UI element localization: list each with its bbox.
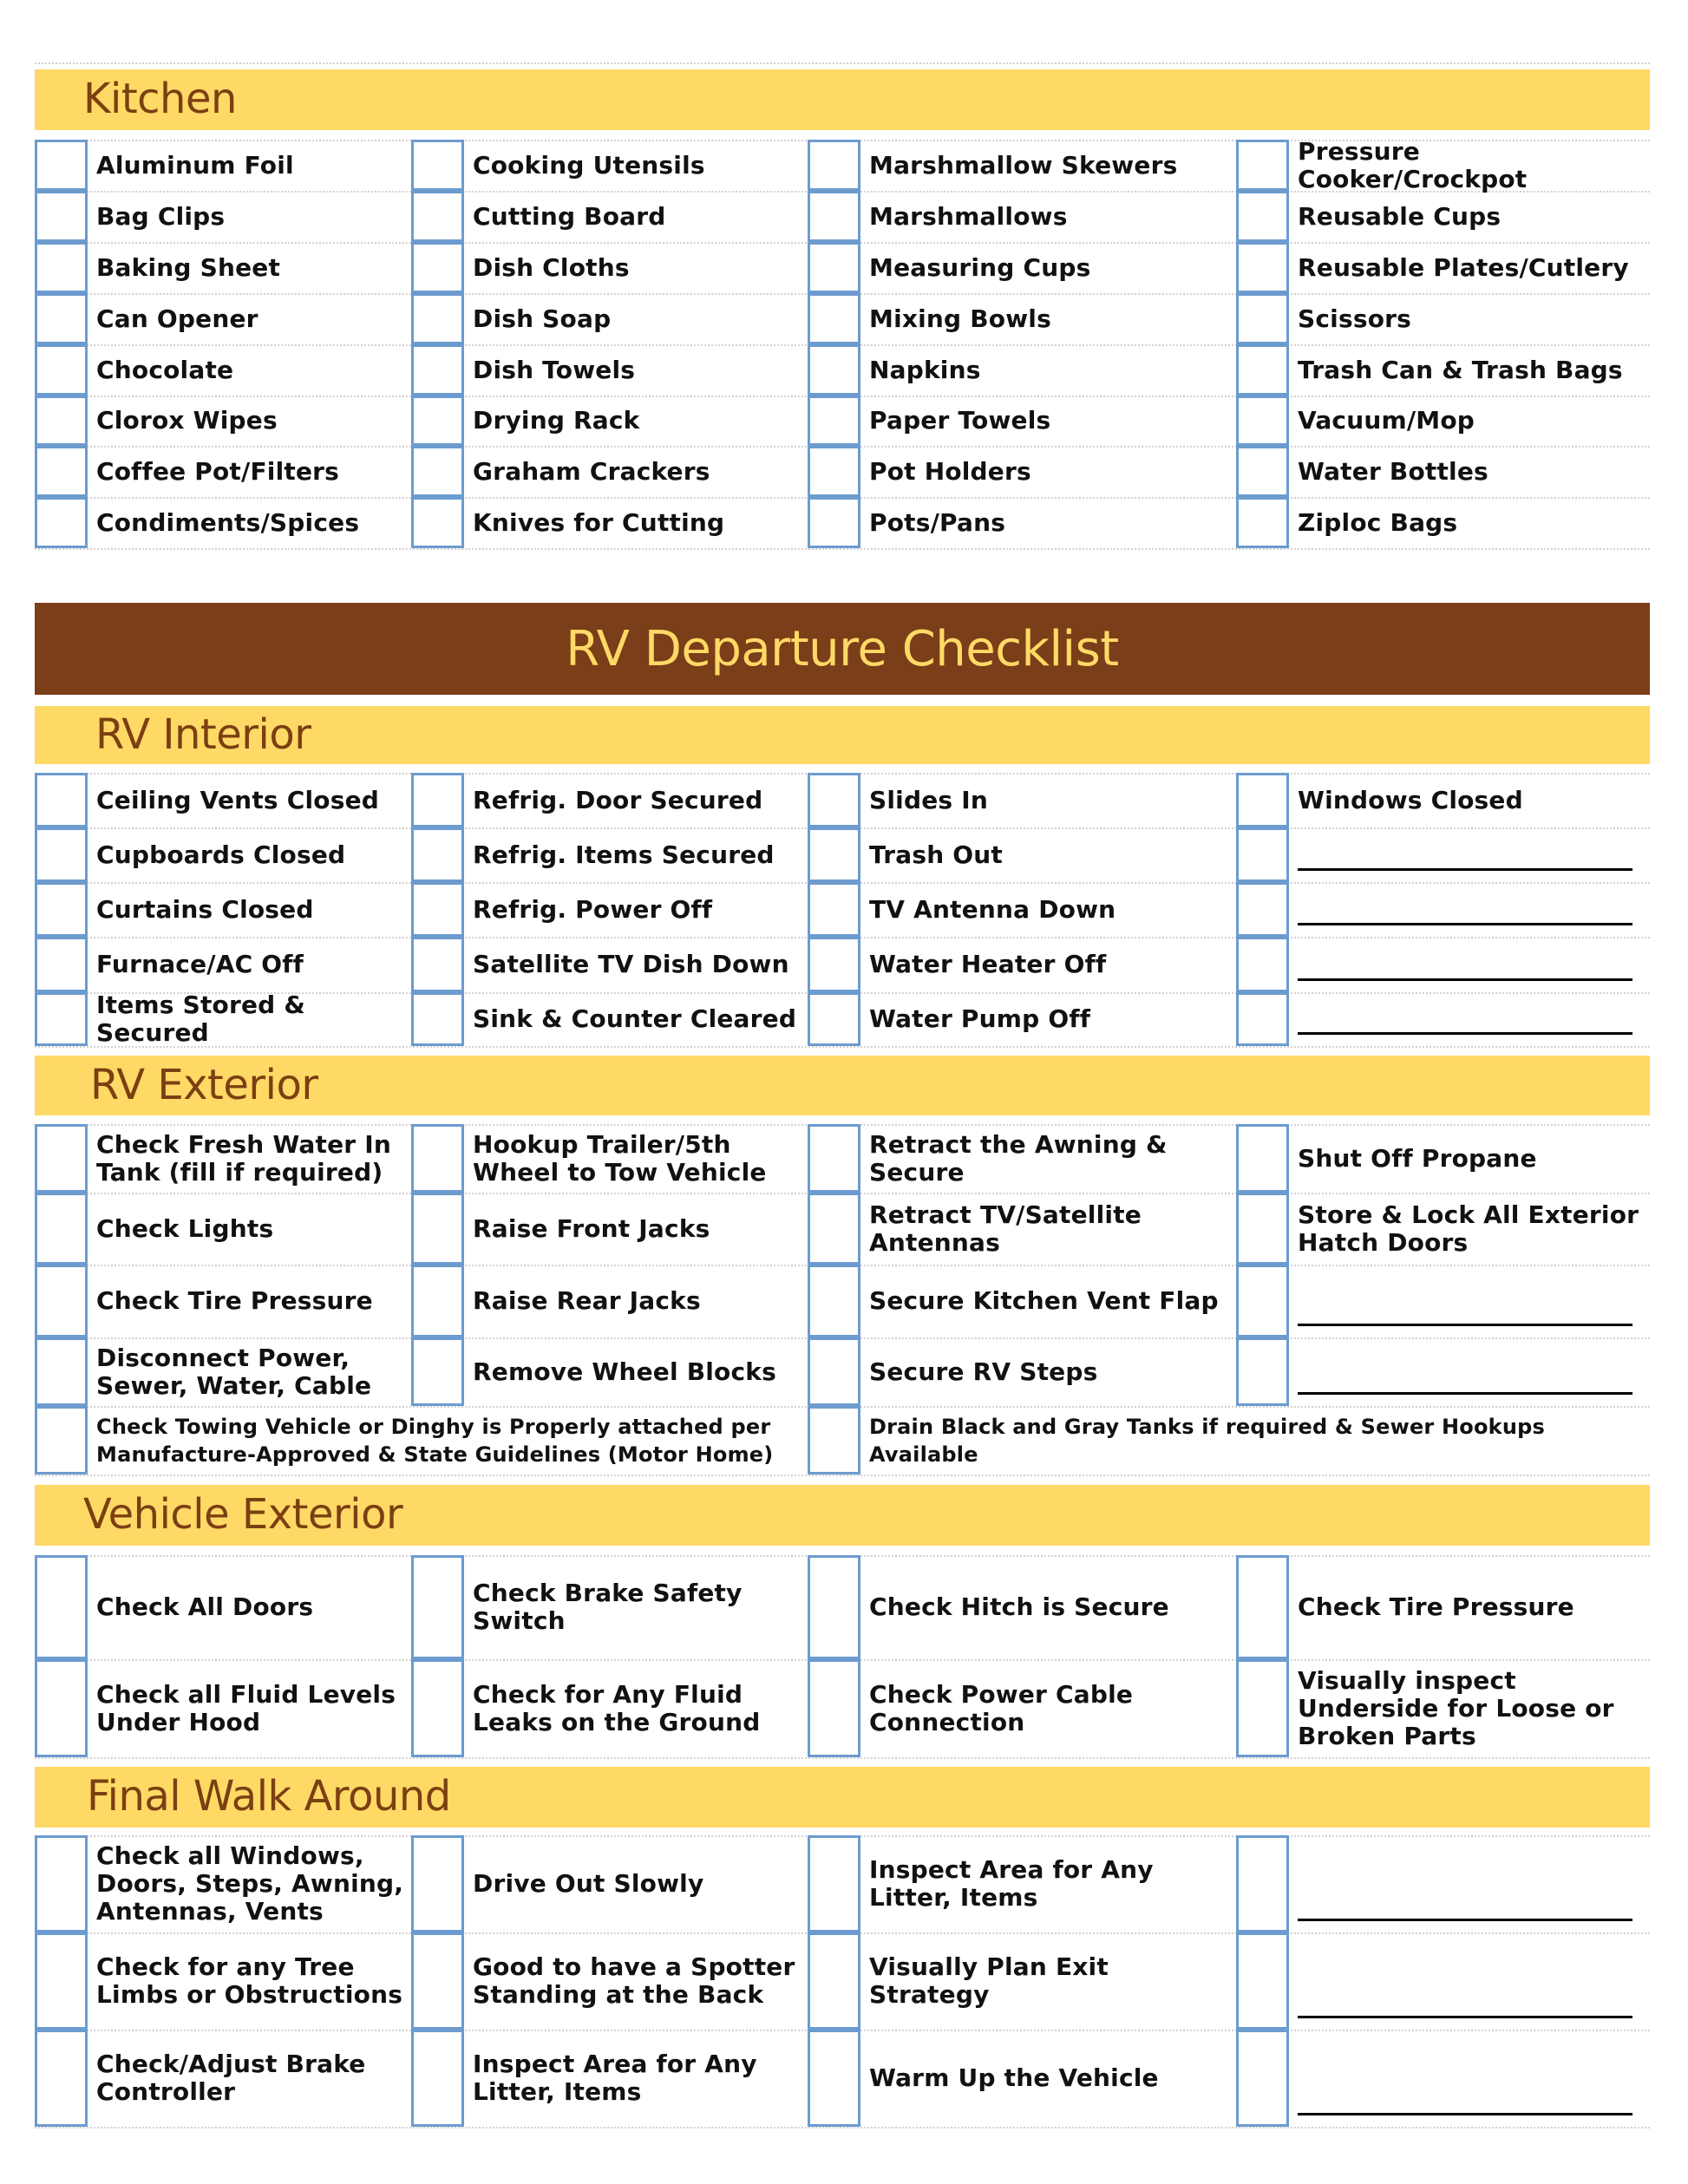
- checklist-item-label: Check Hitch is Secure: [869, 1592, 1169, 1621]
- top-divider: [35, 62, 1650, 64]
- checkbox[interactable]: [808, 396, 860, 446]
- checklist-item-label: Shut Off Propane: [1298, 1143, 1537, 1173]
- checkbox[interactable]: [808, 293, 860, 344]
- checkbox[interactable]: [808, 1193, 860, 1265]
- checklist-item-label: Ziploc Bags: [1298, 507, 1458, 537]
- checklist-item-label: Clorox Wipes: [96, 406, 278, 435]
- write-in-line[interactable]: [1298, 2016, 1632, 2018]
- checkbox[interactable]: [35, 992, 88, 1046]
- checklist-item-label: Bag Clips: [96, 201, 226, 231]
- checklist-item-label: Reusable Cups: [1298, 201, 1502, 231]
- checkbox[interactable]: [808, 140, 860, 191]
- checkbox[interactable]: [35, 446, 88, 497]
- checkbox[interactable]: [411, 497, 464, 548]
- checklist-item-label: Trash Can & Trash Bags: [1298, 355, 1623, 384]
- checklist-item-label: Pots/Pans: [869, 507, 1006, 537]
- checklist-item-label: Check all Fluid Levels Under Hood: [96, 1679, 396, 1736]
- checklist-item-label: Raise Rear Jacks: [473, 1286, 701, 1315]
- checklist-item-label: Pot Holders: [869, 456, 1031, 486]
- checklist-item-label: Marshmallows: [869, 201, 1068, 231]
- checklist-item-label: Pressure Cooker/Crockpot: [1298, 136, 1528, 193]
- checklist-item-label: Disconnect Power, Sewer, Water, Cable: [96, 1343, 372, 1400]
- checklist-item-label: Cupboards Closed: [96, 840, 346, 869]
- checklist-item-label: Curtains Closed: [96, 894, 314, 924]
- checklist-item-label: Check Lights: [96, 1213, 274, 1243]
- checklist-item-label: Paper Towels: [869, 406, 1051, 435]
- write-in-line[interactable]: [1298, 1324, 1632, 1326]
- checkbox[interactable]: [1236, 1337, 1289, 1406]
- checkbox[interactable]: [1236, 1835, 1289, 1932]
- checkbox[interactable]: [411, 1337, 464, 1406]
- checkbox[interactable]: [808, 2030, 860, 2127]
- checkbox[interactable]: [411, 992, 464, 1046]
- checklist-item-label: Secure Kitchen Vent Flap: [869, 1286, 1219, 1315]
- checkbox[interactable]: [35, 1124, 88, 1193]
- checklist-item-label: Water Pump Off: [869, 1004, 1091, 1033]
- section-header-kitchen: [35, 69, 1650, 130]
- checkbox[interactable]: [411, 191, 464, 242]
- checklist-item-label: Hookup Trailer/5th Wheel to Tow Vehicle: [473, 1129, 767, 1187]
- checklist-item-label: Visually Plan Exit Strategy: [869, 1952, 1109, 2009]
- checklist-item-label: Inspect Area for Any Litter, Items: [473, 2050, 757, 2106]
- checklist-item-label: Remove Wheel Blocks: [473, 1357, 776, 1386]
- checklist-item-label: Dish Soap: [473, 304, 612, 333]
- checkbox[interactable]: [808, 1659, 860, 1757]
- checklist-item-label: Satellite TV Dish Down: [473, 950, 789, 978]
- checkbox[interactable]: [411, 1659, 464, 1757]
- checkbox[interactable]: [35, 1337, 88, 1406]
- checklist-item-label: Check Tire Pressure: [1298, 1592, 1574, 1621]
- checklist-item-label: Check for any Tree Limbs or Obstructions: [96, 1952, 403, 2009]
- checklist-item-label: Measuring Cups: [869, 252, 1091, 282]
- checklist-item-label: Check Fresh Water In Tank (fill if required): [96, 1129, 391, 1187]
- checkbox[interactable]: [808, 191, 860, 242]
- checkbox[interactable]: [1236, 344, 1289, 396]
- checklist-item-label: Vacuum/Mop: [1298, 406, 1475, 435]
- checkbox[interactable]: [411, 937, 464, 992]
- checkbox[interactable]: [35, 344, 88, 396]
- write-in-line[interactable]: [1298, 1032, 1632, 1035]
- checklist-item-label: Inspect Area for Any Litter, Items: [869, 1855, 1154, 1912]
- checkbox[interactable]: [808, 882, 860, 937]
- checklist-item-label: Napkins: [869, 355, 981, 384]
- checkbox[interactable]: [411, 1265, 464, 1337]
- checklist-item-label: Knives for Cutting: [473, 507, 725, 537]
- checkbox[interactable]: [808, 1265, 860, 1337]
- checkbox[interactable]: [1236, 1555, 1289, 1659]
- checklist-item-label: Dish Towels: [473, 355, 636, 384]
- checklist-item-label: Water Bottles: [1298, 456, 1488, 486]
- checkbox[interactable]: [1236, 1193, 1289, 1265]
- checklist-item-label: Drying Rack: [473, 406, 640, 435]
- checklist-item-label: Condiments/Spices: [96, 507, 360, 537]
- checkbox[interactable]: [808, 344, 860, 396]
- checklist-item-label: Slides In: [869, 785, 988, 814]
- checklist-item-label: Scissors: [1298, 304, 1412, 333]
- checkbox[interactable]: [1236, 937, 1289, 992]
- checkbox[interactable]: [35, 1932, 88, 2030]
- checklist-item-label: Check All Doors: [96, 1592, 314, 1621]
- checklist-item-label: Check for Any Fluid Leaks on the Ground: [473, 1679, 761, 1736]
- checklist-item-label: Retract TV/Satellite Antennas: [869, 1200, 1142, 1257]
- checkbox[interactable]: [808, 1932, 860, 2030]
- checkbox[interactable]: [411, 344, 464, 396]
- checkbox[interactable]: [35, 827, 88, 882]
- checklist-item-label: Check Towing Vehicle or Dinghy is Properly attached per Manufacture-Approved & State Guidelines (Motor Home): [96, 1414, 774, 1467]
- checkbox[interactable]: [808, 827, 860, 882]
- checkbox[interactable]: [808, 446, 860, 497]
- row-divider: [35, 2127, 1650, 2128]
- checklist-item-label: Check Tire Pressure: [96, 1286, 373, 1315]
- checklist-item-label: Mixing Bowls: [869, 304, 1051, 333]
- checkbox[interactable]: [411, 773, 464, 827]
- checkbox[interactable]: [35, 396, 88, 446]
- checkbox[interactable]: [1236, 1659, 1289, 1757]
- checkbox[interactable]: [35, 1835, 88, 1932]
- page-title-banner: [35, 603, 1650, 695]
- write-in-line[interactable]: [1298, 1392, 1632, 1395]
- checklist-item-label: Visually inspect Underside for Loose or Broken Parts: [1298, 1665, 1614, 1750]
- checklist-item-label: Refrig. Power Off: [473, 894, 713, 924]
- checklist-item-label: Cutting Board: [473, 201, 666, 231]
- checkbox[interactable]: [808, 937, 860, 992]
- checkbox[interactable]: [411, 1835, 464, 1932]
- write-in-line[interactable]: [1298, 923, 1632, 925]
- checklist-item-label: Furnace/AC Off: [96, 950, 304, 978]
- checkbox[interactable]: [411, 1193, 464, 1265]
- checkbox[interactable]: [808, 1337, 860, 1406]
- checkbox[interactable]: [1236, 2030, 1289, 2127]
- checkbox[interactable]: [411, 1555, 464, 1659]
- checkbox[interactable]: [35, 140, 88, 191]
- section-title: RV Exterior: [90, 1060, 318, 1109]
- checklist-item-label: Raise Front Jacks: [473, 1213, 710, 1243]
- checkbox[interactable]: [411, 1124, 464, 1193]
- checkbox[interactable]: [411, 2030, 464, 2127]
- checkbox[interactable]: [808, 497, 860, 548]
- checklist-item-label: Check Brake Safety Switch: [473, 1579, 743, 1635]
- checklist-item-label: Trash Out: [869, 840, 1003, 869]
- checkbox[interactable]: [1236, 1932, 1289, 2030]
- checklist-item-label: Retract the Awning & Secure: [869, 1129, 1168, 1187]
- checkbox[interactable]: [35, 2030, 88, 2127]
- checklist-item-label: Sink & Counter Cleared: [473, 1004, 797, 1033]
- checkbox[interactable]: [35, 937, 88, 992]
- checkbox[interactable]: [808, 1124, 860, 1193]
- checkbox[interactable]: [411, 1932, 464, 2030]
- section-header-rv-exterior: [35, 1056, 1650, 1115]
- checkbox[interactable]: [1236, 773, 1289, 827]
- checklist-item-label: Check all Windows, Doors, Steps, Awning, Antennas, Vents: [96, 1841, 404, 1926]
- checklist-item-label: Ceiling Vents Closed: [96, 785, 379, 814]
- write-in-line[interactable]: [1298, 2113, 1632, 2115]
- checklist-item-label: Check Power Cable Connection: [869, 1679, 1134, 1736]
- section-title: Final Walk Around: [87, 1771, 451, 1821]
- checkbox[interactable]: [808, 1406, 860, 1475]
- checkbox[interactable]: [1236, 446, 1289, 497]
- checkbox[interactable]: [1236, 882, 1289, 937]
- checklist-item-label: Can Opener: [96, 304, 258, 333]
- checkbox[interactable]: [1236, 1265, 1289, 1337]
- checkbox[interactable]: [35, 882, 88, 937]
- checklist-item-label: Chocolate: [96, 355, 234, 384]
- checkbox[interactable]: [411, 396, 464, 446]
- checklist-item-label: Graham Crackers: [473, 456, 710, 486]
- write-in-line[interactable]: [1298, 978, 1632, 981]
- checklist-item-label: TV Antenna Down: [869, 894, 1116, 924]
- checklist-item-label: Drain Black and Gray Tanks if required & Sewer Hookups Available: [869, 1414, 1545, 1467]
- checklist-item-label: Items Stored & Secured: [96, 991, 305, 1047]
- checkbox[interactable]: [411, 827, 464, 882]
- checkbox[interactable]: [35, 1193, 88, 1265]
- checkbox[interactable]: [1236, 992, 1289, 1046]
- checklist-item-label: Coffee Pot/Filters: [96, 456, 340, 486]
- checkbox[interactable]: [1236, 140, 1289, 191]
- checkbox[interactable]: [411, 140, 464, 191]
- checkbox[interactable]: [808, 1555, 860, 1659]
- section-header-rv-interior: [35, 706, 1650, 764]
- checkbox[interactable]: [35, 1659, 88, 1757]
- checkbox[interactable]: [411, 882, 464, 937]
- row-divider: [35, 1475, 1650, 1476]
- write-in-line[interactable]: [1298, 868, 1632, 871]
- checkbox[interactable]: [35, 242, 88, 293]
- section-header-vehicle-exterior: [35, 1485, 1650, 1546]
- checklist-item-label: Refrig. Door Secured: [473, 785, 763, 814]
- section-title: Kitchen: [83, 74, 237, 123]
- checkbox[interactable]: [411, 446, 464, 497]
- checklist-item-label: Water Heater Off: [869, 950, 1107, 978]
- write-in-line[interactable]: [1298, 1919, 1632, 1921]
- checkbox[interactable]: [35, 1555, 88, 1659]
- checkbox[interactable]: [35, 191, 88, 242]
- checkbox[interactable]: [1236, 242, 1289, 293]
- checklist-item-label: Check/Adjust Brake Controller: [96, 2050, 366, 2106]
- checkbox[interactable]: [411, 293, 464, 344]
- checkbox[interactable]: [411, 242, 464, 293]
- checklist-item-label: Aluminum Foil: [96, 150, 294, 180]
- checkbox[interactable]: [35, 293, 88, 344]
- row-divider: [35, 548, 1650, 550]
- checklist-item-label: Warm Up the Vehicle: [869, 2063, 1159, 2092]
- checklist-item-label: Refrig. Items Secured: [473, 840, 775, 869]
- checklist-item-label: Dish Cloths: [473, 252, 630, 282]
- checkbox[interactable]: [35, 1265, 88, 1337]
- checkbox[interactable]: [1236, 497, 1289, 548]
- checkbox[interactable]: [808, 773, 860, 827]
- checklist-item-label: Marshmallow Skewers: [869, 150, 1178, 180]
- checkbox[interactable]: [1236, 1124, 1289, 1193]
- row-divider: [35, 1757, 1650, 1759]
- checkbox[interactable]: [808, 242, 860, 293]
- checklist-item-label: Cooking Utensils: [473, 150, 705, 180]
- checkbox[interactable]: [1236, 396, 1289, 446]
- checklist-item-label: Drive Out Slowly: [473, 1869, 704, 1898]
- page-title: RV Departure Checklist: [566, 620, 1119, 677]
- checklist-item-label: Reusable Plates/Cutlery: [1298, 252, 1629, 282]
- checklist-item-label: Good to have a Spotter Standing at the Back: [473, 1952, 795, 2009]
- section-title: RV Interior: [95, 709, 311, 759]
- checklist-item-label: Store & Lock All Exterior Hatch Doors: [1298, 1200, 1639, 1257]
- checklist-item-label: Windows Closed: [1298, 785, 1523, 814]
- section-title: Vehicle Exterior: [83, 1489, 403, 1539]
- checkbox[interactable]: [808, 1835, 860, 1932]
- checklist-item-label: Baking Sheet: [96, 252, 281, 282]
- checkbox[interactable]: [808, 992, 860, 1046]
- checklist-item-label: Secure RV Steps: [869, 1357, 1098, 1386]
- checkbox[interactable]: [1236, 827, 1289, 882]
- checkbox[interactable]: [1236, 191, 1289, 242]
- checkbox[interactable]: [35, 497, 88, 548]
- checkbox[interactable]: [35, 773, 88, 827]
- section-header-final-walk-around: [35, 1767, 1650, 1828]
- checkbox[interactable]: [1236, 293, 1289, 344]
- checkbox[interactable]: [35, 1406, 88, 1475]
